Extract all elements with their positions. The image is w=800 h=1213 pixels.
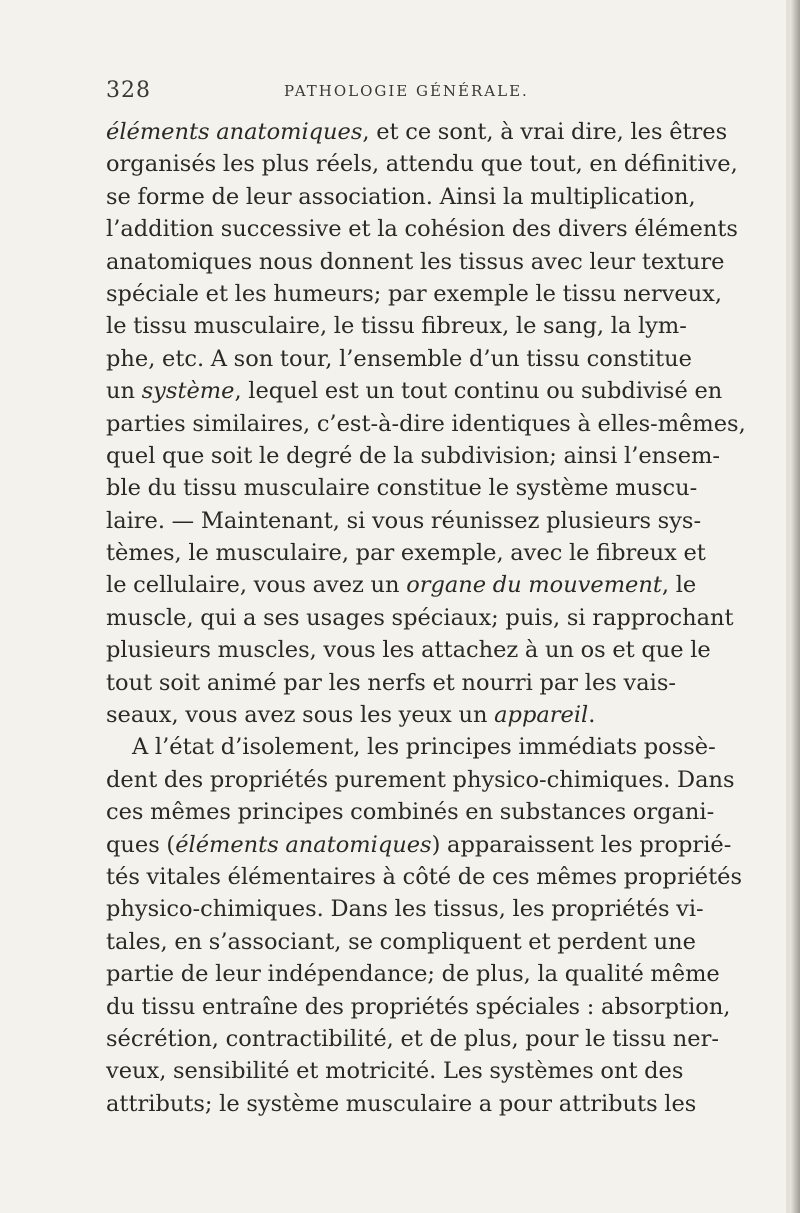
text-line: tés vitales élémentaires à côté de ces mêmes propriétés bbox=[106, 863, 743, 890]
body-text bbox=[106, 116, 746, 1120]
text-fragment: ques ( bbox=[106, 831, 176, 858]
text-line: plusieurs muscles, vous les attachez à un os et que le bbox=[106, 637, 711, 664]
text-fragment: le cellulaire, vous avez un bbox=[106, 572, 407, 599]
text-line: muscle, qui a ses usages spéciaux; puis, si rapprochant bbox=[106, 604, 734, 631]
text-fragment: un bbox=[106, 378, 142, 405]
text-line bbox=[106, 829, 732, 861]
text-line bbox=[106, 569, 697, 601]
text-line: se forme de leur association. Ainsi la multiplication, bbox=[106, 183, 696, 210]
text-line: phe, etc. A son tour, l’ensemble d’un tissu constitue bbox=[106, 345, 692, 372]
text-line: dent des propriétés purement physico-chimiques. Dans bbox=[106, 766, 735, 793]
text-line: A l’état d’isolement, les principes immédiats possè- bbox=[132, 734, 716, 761]
running-head: PATHOLOGIE GÉNÉRALE. bbox=[284, 82, 529, 100]
text-line: du tissu entraîne des propriétés spéciales : absorption, bbox=[106, 993, 731, 1020]
text-line: ble du tissu musculaire constitue le système muscu- bbox=[106, 475, 698, 502]
text-fragment: , lequel est un tout continu ou subdivisé en bbox=[234, 378, 723, 405]
text-line: attributs; le système musculaire a pour attributs les bbox=[106, 1090, 697, 1117]
text-line: physico-chimiques. Dans les tissus, les propriétés vi- bbox=[106, 896, 704, 923]
text-fragment: , le bbox=[661, 572, 697, 599]
text-line: le tissu musculaire, le tissu fibreux, le sang, la lym- bbox=[106, 313, 687, 340]
text-line: parties similaires, c’est-à-dire identiques à elles-mêmes, bbox=[106, 410, 746, 437]
text-line: tales, en s’associant, se compliquent et perdent une bbox=[106, 928, 696, 955]
page-edge bbox=[790, 0, 800, 1213]
text-line: tout soit animé par les nerfs et nourri par les vais- bbox=[106, 669, 676, 696]
text-line bbox=[106, 375, 723, 407]
text-line: quel que soit le degré de la subdivision; ainsi l’ensem- bbox=[106, 442, 720, 469]
text-fragment: seaux, vous avez sous les yeux un bbox=[106, 702, 495, 729]
text-fragment: , et ce sont, à vrai dire, les êtres bbox=[362, 119, 728, 145]
italic-term: éléments anatomiques bbox=[175, 831, 432, 858]
text-fragment: ) apparaissent les proprié- bbox=[431, 831, 732, 858]
text-line bbox=[106, 699, 676, 731]
text-line: tèmes, le musculaire, par exemple, avec le fibreux et bbox=[106, 540, 706, 567]
italic-term: organe du mouvement bbox=[406, 572, 662, 599]
text-line bbox=[106, 116, 728, 148]
page-header bbox=[106, 78, 676, 108]
text-line: sécrétion, contractibilité, et de plus, pour le tissu ner- bbox=[106, 1025, 719, 1052]
italic-term: éléments anatomiques bbox=[106, 119, 363, 145]
text-line: laire. — Maintenant, si vous réunissez plusieurs sys- bbox=[106, 507, 702, 534]
text-line: ces mêmes principes combinés en substances organi- bbox=[106, 799, 715, 826]
page-number: 328 bbox=[106, 78, 151, 103]
text-line: anatomiques nous donnent les tissus avec leur texture bbox=[106, 248, 725, 275]
italic-term: système bbox=[141, 378, 235, 405]
text-line: organisés les plus réels, attendu que tout, en définitive, bbox=[106, 151, 738, 178]
text-line: l’addition successive et la cohésion des divers éléments bbox=[106, 216, 738, 243]
text-fragment: . bbox=[588, 702, 596, 729]
text-line: spéciale et les humeurs; par exemple le tissu nerveux, bbox=[106, 280, 723, 307]
italic-term: appareil bbox=[494, 702, 589, 729]
text-line: partie de leur indépendance; de plus, la qualité même bbox=[106, 961, 720, 988]
text-line: veux, sensibilité et motricité. Les systèmes ont des bbox=[106, 1058, 684, 1085]
